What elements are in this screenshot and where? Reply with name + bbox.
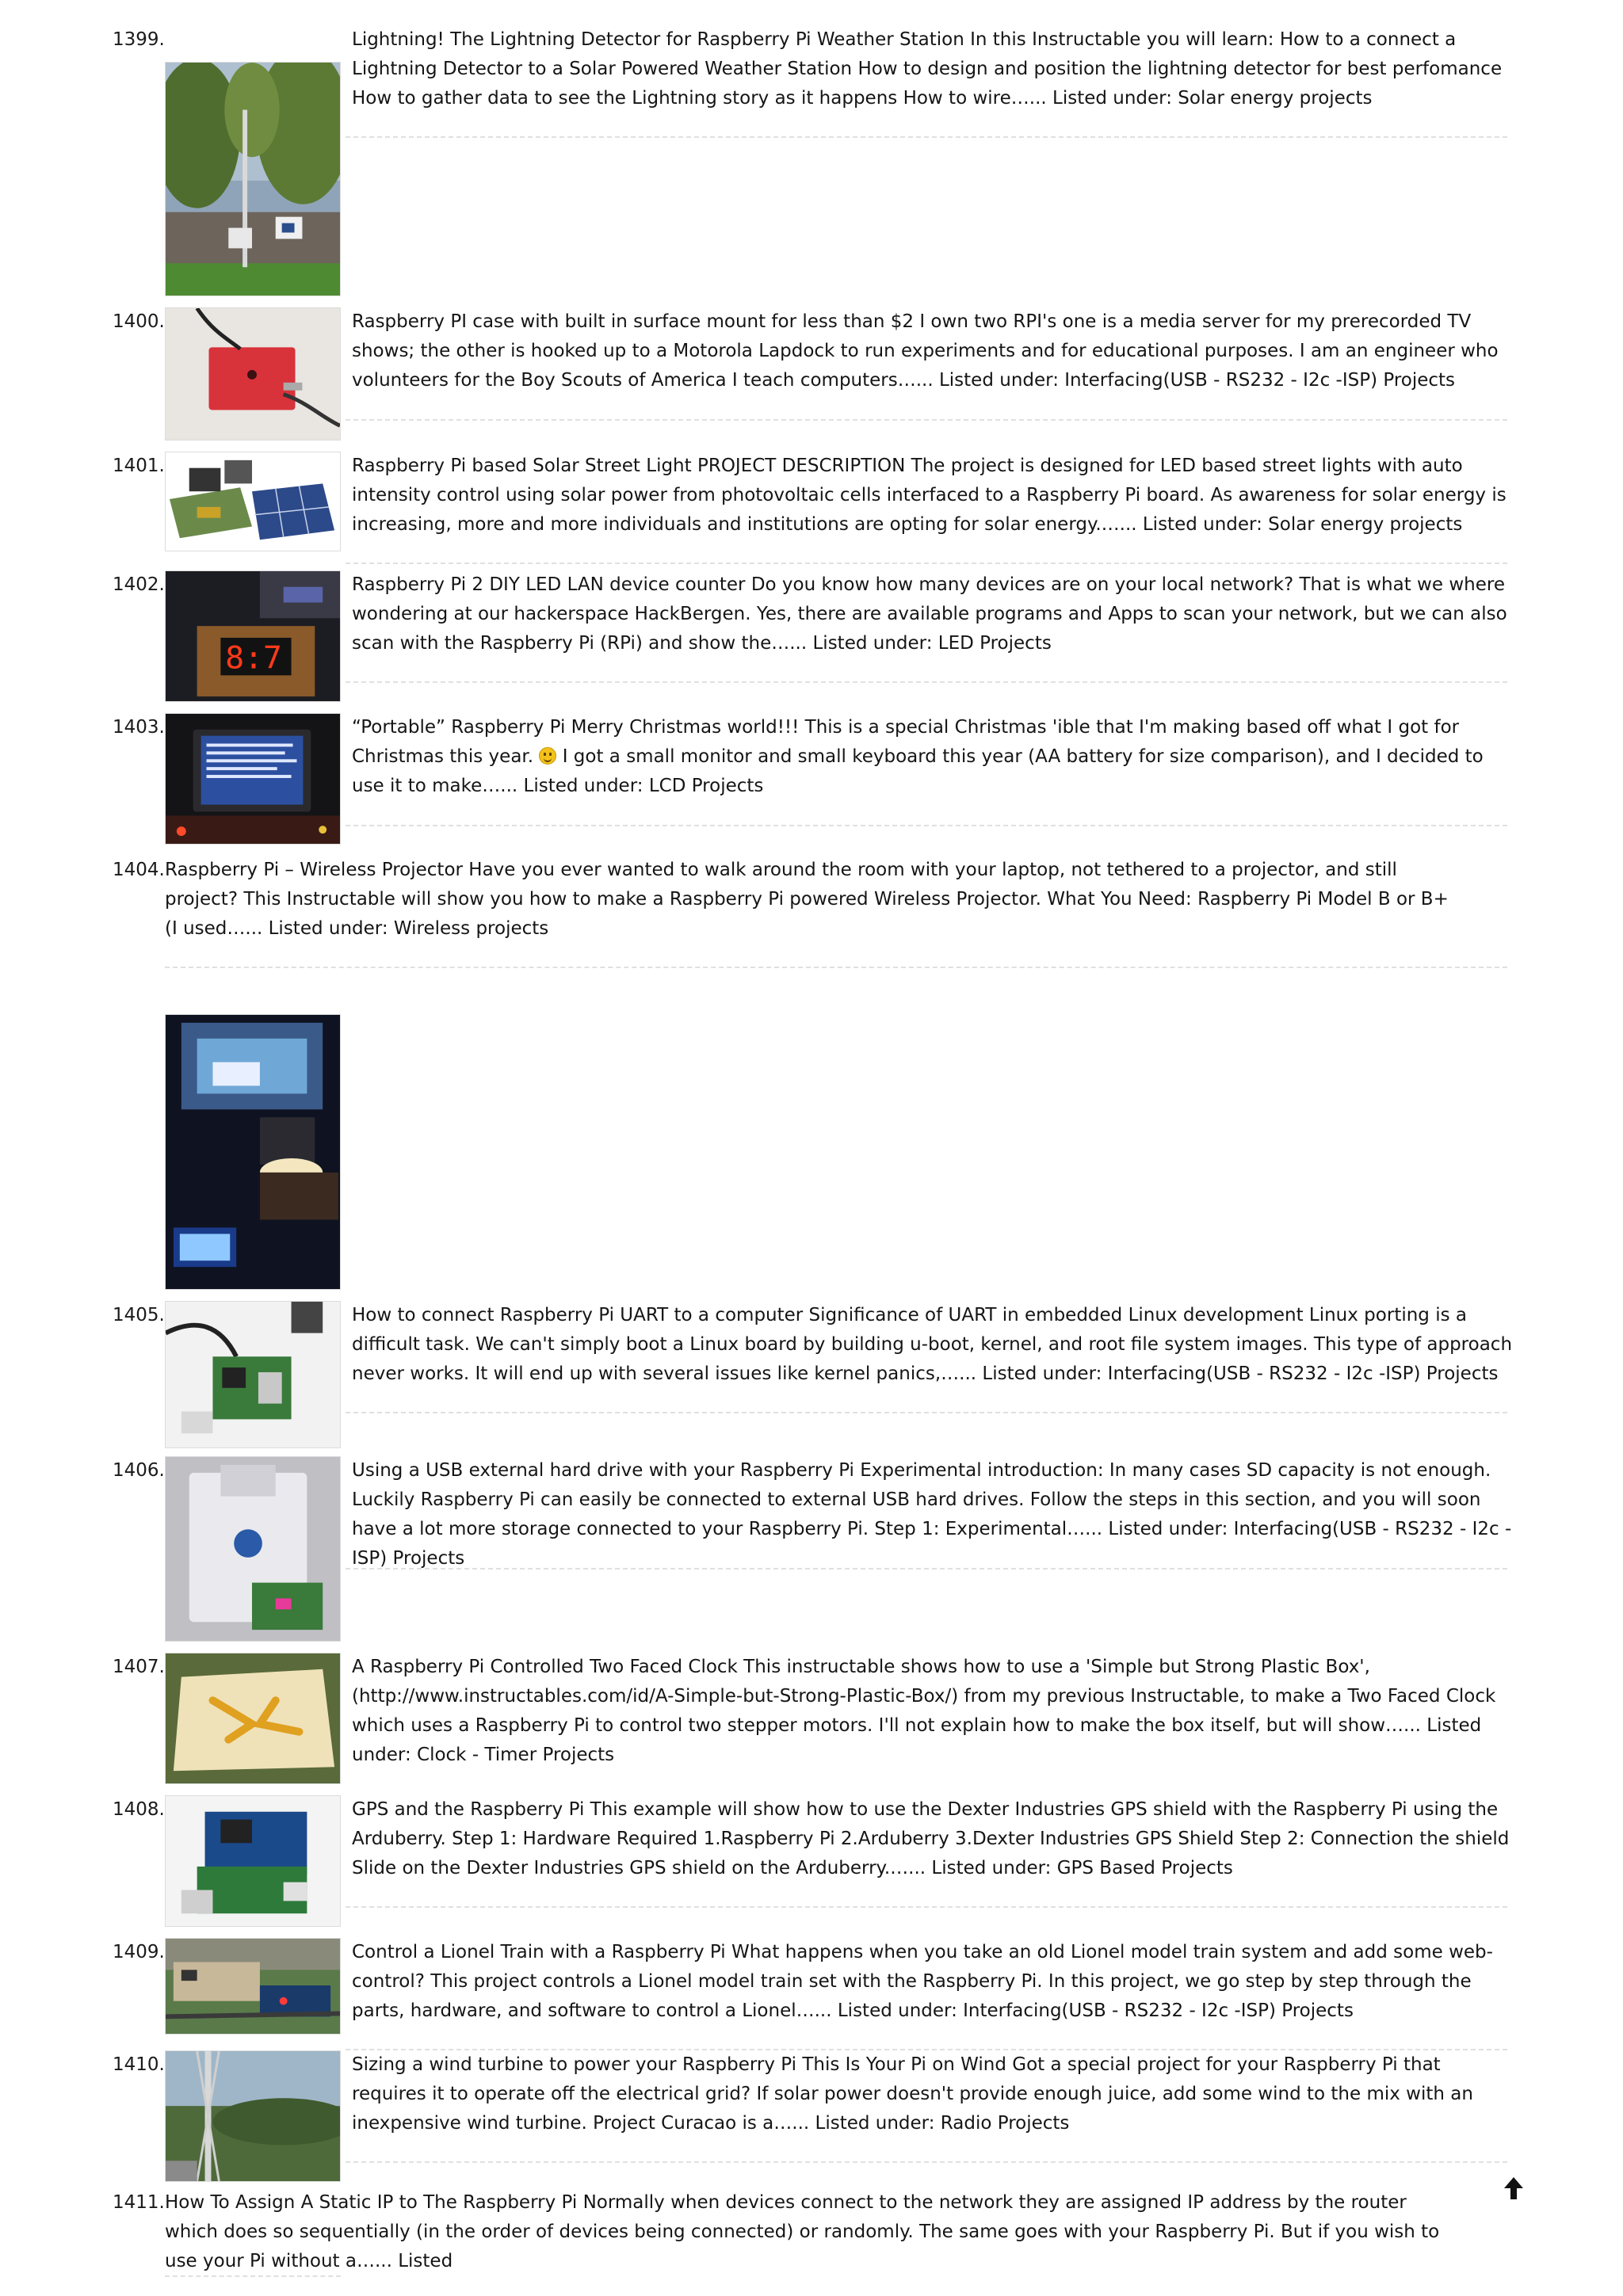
svg-text:8:7: 8:7 (225, 639, 282, 677)
item-separator (165, 2275, 341, 2277)
wind-turbine-photo (166, 2051, 340, 2181)
smiley-icon (539, 747, 556, 765)
item-number: 1400. (113, 311, 165, 332)
item-description: Raspberry Pi based Solar Street Light PROJECT DESCRIPTION The project is designed for LED based street lights with auto intensity control using solar power from photovoltaic cells interfaced to a Raspberry Pi board. As awareness for solar energy is increasing, more and more individuals and institutions are opting for solar energy.…... Listed under: Solar energy projects (352, 456, 1507, 535)
back-to-top-button[interactable] (1503, 2176, 1525, 2201)
item-separator (346, 136, 1507, 138)
project-thumbnail[interactable] (165, 1795, 341, 1927)
project-thumbnail[interactable] (165, 307, 341, 441)
item-number: 1407. (113, 1657, 165, 1677)
item-separator (346, 1906, 1507, 1908)
project-thumbnail[interactable] (165, 452, 341, 551)
project-thumbnail[interactable] (165, 570, 341, 702)
item-number: 1404. (113, 860, 165, 880)
project-thumbnail[interactable] (165, 1014, 341, 1290)
uart-pi-photo (166, 1302, 340, 1447)
item-description: Sizing a wind turbine to power your Raspberry Pi This Is Your Pi on Wind Got a special project for your Raspberry Pi that requires it to operate off the electrical grid? If solar power doesn't provide enough juice, add some wind to the mix with an inexpensive wind turbine. Project Curacao is a…... Listed under: Radio Projects (352, 2054, 1473, 2134)
item-number: 1401. (113, 456, 165, 476)
pi-case-photo (166, 308, 340, 440)
usb-hard-drive-photo (166, 1457, 340, 1641)
project-thumbnail[interactable] (165, 2050, 341, 2182)
arrow-up-icon (1503, 2176, 1525, 2201)
item-description: Raspberry Pi 2 DIY LED LAN device counter Do you know how many devices are on your local network? That is what we where wondering at our hackerspace HackBergen. Yes, there are available programs and Apps to scan your network, but we can also scan with the Raspberry Pi (RPi) and show the…... Listed under: LED Projects (352, 574, 1507, 654)
project-thumbnail[interactable] (165, 1653, 341, 1784)
item-separator (346, 681, 1507, 683)
item-description: Lightning! The Lightning Detector for Raspberry Pi Weather Station In this Instructable you will learn: How to a connect a Lightning Detector to a Solar Powered Weather Station How to design and position the lightning detector for best perfomance How to gather data to see the Lightning story as it happens How to wire…... Listed under: Solar energy projects (352, 29, 1503, 109)
item-separator (346, 1568, 1507, 1569)
item-number: 1411. (113, 2192, 165, 2213)
item-number: 1399. (113, 29, 165, 50)
weather-station-photo (166, 63, 340, 296)
gps-shield-photo (166, 1796, 340, 1926)
item-number: 1409. (113, 1942, 165, 1962)
item-description: How to connect Raspberry Pi UART to a computer Significance of UART in embedded Linux development Linux porting is a difficult task. We can't simply boot a Linux board by building u-boot, kernel, and root file system images. This type of approach never works. It will end up with several issues like kernel panics,…... Listed under: Interfacing(USB - RS232 - I2c -ISP) Projects (352, 1305, 1513, 1384)
item-separator (346, 563, 1507, 564)
item-number: 1402. (113, 574, 165, 595)
item-number: 1406. (113, 1460, 165, 1481)
item-separator (346, 419, 1507, 421)
item-number: 1408. (113, 1799, 165, 1820)
project-thumbnail[interactable] (165, 62, 341, 296)
item-description: GPS and the Raspberry Pi This example will show how to use the Dexter Industries GPS shield with the Raspberry Pi using the Arduberry. Step 1: Hardware Required 1.Raspberry Pi 2.Arduberry 3.Dexter Industries GPS Shield Step 2: Connection the shield Slide on the Dexter Industries GPS shield on the Arduberry.…... Listed under: GPS Based Projects (352, 1799, 1510, 1878)
item-number: 1405. (113, 1305, 165, 1325)
item-description-part: “Portable” Raspberry Pi Merry Christmas world!!! This is a special Christmas 'ible that I'm making based off what I got for Christmas this year. (352, 717, 1460, 767)
led-counter-photo (166, 571, 340, 701)
portable-pi-photo (166, 714, 340, 844)
item-number: 1410. (113, 2054, 165, 2075)
project-thumbnail[interactable] (165, 1938, 341, 2035)
project-thumbnail[interactable] (165, 713, 341, 845)
item-description: Control a Lionel Train with a Raspberry Pi What happens when you take an old Lionel model train system and add some web-control? This project controls a Lionel model train set with the Raspberry Pi. In this project, we go step by step through the parts, hardware, and software to control a Lionel…... Listed under: Interfacing(USB - RS232 - I2c -ISP) Projects (352, 1942, 1493, 2021)
wireless-projector-photo (166, 1015, 340, 1289)
item-separator (346, 1412, 1507, 1413)
two-faced-clock-photo (166, 1653, 340, 1783)
item-description: A Raspberry Pi Controlled Two Faced Clock This instructable shows how to use a 'Simple but Strong Plastic Box', (http://www.instructables.com/id/A-Simple-but-Strong-Plastic-Box/) from my previous Instructable, to make a Two Faced Clock which uses a Raspberry Pi to control two stepper motors. I'll not explain how to make the box itself, but will show…... Listed under: Clock - Timer Projects (352, 1657, 1496, 1765)
item-description: Raspberry PI case with built in surface mount for less than $2 I own two RPI's one is a media server for my prerecorded TV shows; the other is hooked up to a Motorola Lapdock to run experiments and for educational purposes. I am an engineer who volunteers for the Boy Scouts of America I teach computers…... Listed under: Interfacing(USB - RS232 - I2c -ISP) Projects (352, 311, 1499, 391)
item-separator (346, 825, 1507, 826)
item-description-part: I got a small monitor and small keyboard this year (AA battery for size comparison), and I decided to use it to make…... Listed under: LCD Projects (352, 746, 1484, 796)
item-number: 1403. (113, 717, 165, 738)
item-description (352, 713, 1514, 801)
item-separator (346, 2161, 1507, 2163)
item-description: Using a USB external hard drive with your Raspberry Pi Experimental introduction: In many cases SD capacity is not enough. Luckily Raspberry Pi can easily be connected to external USB hard drives. Follow the steps in this section, and you will soon have a lot more storage connected to your Raspberry Pi. Step 1: Experimental…... Listed under: Interfacing(USB - RS232 - I2c -ISP) Projects (352, 1460, 1512, 1569)
item-separator (165, 967, 1507, 968)
item-description: How To Assign A Static IP to The Raspberry Pi Normally when devices connect to the network they are assigned IP address by the router which does so sequentially (in the order of devices being connected) or randomly. The same goes with your Raspberry Pi. But if you wish to use your Pi without a…... Listed (165, 2192, 1440, 2271)
project-thumbnail[interactable] (165, 1456, 341, 1642)
lionel-train-photo (166, 1939, 340, 2034)
item-description: Raspberry Pi – Wireless Projector Have you ever wanted to walk around the room with your laptop, not tethered to a projector, and still project? This Instructable will show you how to make a Raspberry Pi powered Wireless Projector. What You Need: Raspberry Pi Model B or B+ (I used…... Listed under: Wireless projects (165, 860, 1449, 939)
project-thumbnail[interactable] (165, 1301, 341, 1448)
solar-street-light-photo (166, 452, 340, 551)
